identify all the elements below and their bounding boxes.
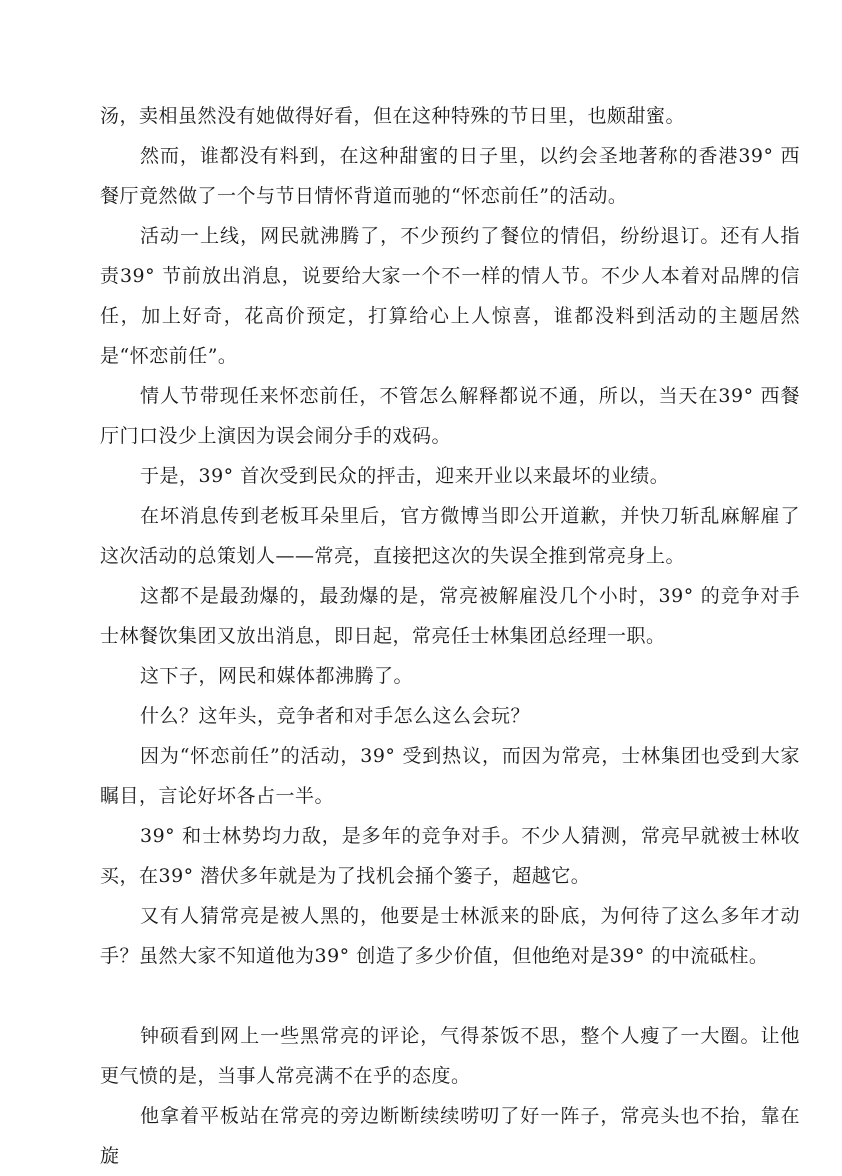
paragraph: 这下子，网民和媒体都沸腾了。 [140,665,414,687]
paragraph: 情人节带现任来怀恋前任，不管怎么解释都说不通，所以，当天在39° 西餐厅门口没少上演因为误会闹分手的戏码。 [100,385,800,447]
paragraph: 然而，谁都没有料到，在这种甜蜜的日子里，以约会圣地著称的香港39° 西餐厅竟然做了一个与节日情怀背道而驰的“怀恋前任”的活动。 [100,145,800,207]
section-break [100,976,800,1016]
paragraph: 什么？这年头，竞争者和对手怎么这么会玩？ [140,705,531,727]
paragraph: 39° 和士林势均力敌，是多年的竞争对手。不少人猜测，常亮早就被士林收买，在39° 潜伏多年就是为了找机会捅个篓子，超越它。 [100,825,800,887]
paragraph: 他拿着平板站在常亮的旁边断断续续唠叨了好一阵子，常亮头也不抬，靠在旋 [100,1105,800,1167]
paragraph: 在坏消息传到老板耳朵里后，官方微博当即公开道歉，并快刀斩乱麻解雇了这次活动的总策划人——常亮，直接把这次的失误全推到常亮身上。 [100,505,800,567]
document-body [100,96,800,1176]
paragraph: 这都不是最劲爆的，最劲爆的是，常亮被解雇没几个小时，39° 的竞争对手士林餐饮集团又放出消息，即日起，常亮任士林集团总经理一职。 [100,585,800,647]
paragraph: 于是，39° 首次受到民众的抨击，迎来开业以来最坏的业绩。 [140,465,670,487]
paragraph: 钟硕看到网上一些黑常亮的评论，气得茶饭不思，整个人瘦了一大圈。让他更气愤的是，当事人常亮满不在乎的态度。 [100,1025,800,1087]
paragraph: 因为“怀恋前任”的活动，39° 受到热议，而因为常亮，士林集团也受到大家瞩目，言论好坏各占一半。 [100,745,800,807]
paragraph: 又有人猜常亮是被人黑的，他要是士林派来的卧底，为何待了这么多年才动手？虽然大家不知道他为39° 创造了多少价值，但他绝对是39° 的中流砥柱。 [100,905,800,967]
paragraph: 活动一上线，网民就沸腾了，不少预约了餐位的情侣，纷纷退订。还有人指责39° 节前放出消息，说要给大家一个不一样的情人节。不少人本着对品牌的信任，加上好奇，花高价预定，打算给心上人惊喜，谁都没料到活动的主题居然是“怀恋前任”。 [100,225,800,367]
paragraph: 汤，卖相虽然没有她做得好看，但在这种特殊的节日里，也颇甜蜜。 [100,105,686,127]
